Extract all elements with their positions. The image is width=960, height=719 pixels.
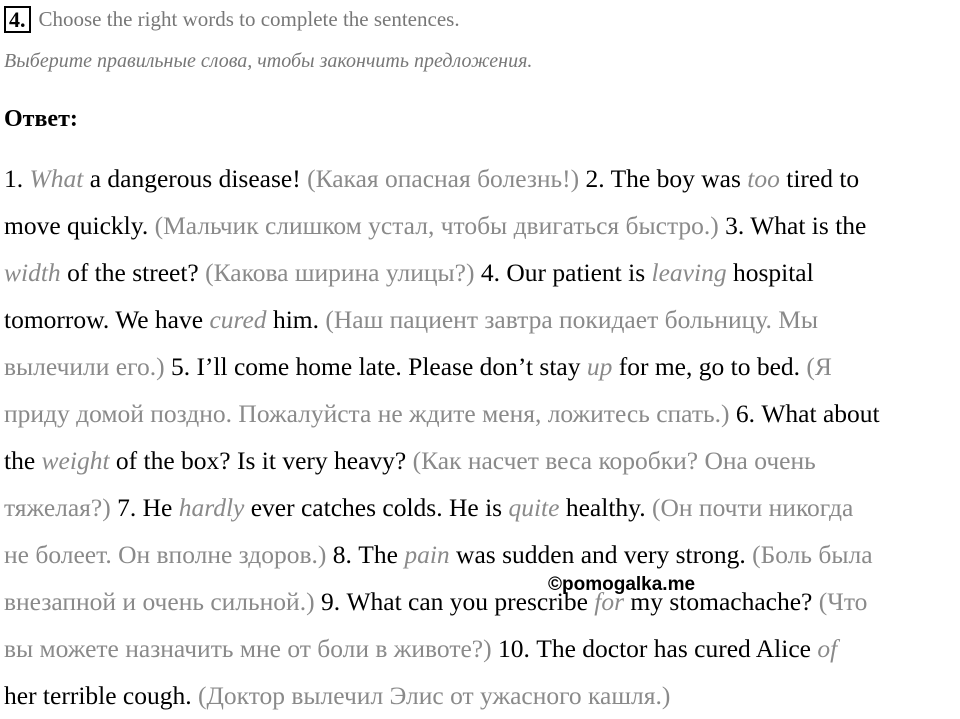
task-instruction-ru: Выберите правильные слова, чтобы закончить предложения. xyxy=(4,50,533,72)
answer-word: leaving xyxy=(651,258,727,287)
translation-text: приду домой поздно. Пожалуйста не ждите меня, ложитесь спать.) xyxy=(4,399,730,428)
answer-line xyxy=(4,296,960,343)
sentence-text: the xyxy=(4,446,42,475)
watermark: ©pomogalka.me xyxy=(548,574,696,595)
sentence-text: tomorrow. We have xyxy=(4,305,210,334)
sentence-text: hospital xyxy=(726,258,814,287)
answer-line xyxy=(4,343,960,390)
answer-line xyxy=(4,437,960,484)
sentence-text: a dangerous disease! xyxy=(83,164,308,193)
answer-line xyxy=(4,202,960,249)
sentence-text: 10. The doctor has cured Alice xyxy=(491,634,818,663)
translation-text: не болеет. Он вполне здоров.) xyxy=(4,540,327,569)
answer-label: Ответ: xyxy=(4,106,78,132)
exercise-header xyxy=(4,4,460,34)
answer-word: hardly xyxy=(178,493,245,522)
translation-text: (Как насчет веса коробки? Она очень xyxy=(412,446,816,475)
answer-word: up xyxy=(586,352,613,381)
sentence-text: was sudden and very strong. xyxy=(449,540,753,569)
sentence-text: move quickly. xyxy=(4,211,155,240)
sentence-text: 7. He xyxy=(110,493,179,522)
translation-text: (Боль была xyxy=(752,540,873,569)
answer-line xyxy=(4,531,960,578)
answer-line xyxy=(4,625,960,672)
sentence-text: 6. What about xyxy=(729,399,880,428)
translation-text: (Он почти никогда xyxy=(652,493,854,522)
sentence-text: 3. What is the xyxy=(718,211,867,240)
answer-line xyxy=(4,390,960,437)
translation-text: (Что xyxy=(818,587,868,616)
translation-text: вылечили его.) xyxy=(4,352,165,381)
answer-line xyxy=(4,672,960,719)
sentence-text: 5. I’ll come home late. Please don’t stay xyxy=(164,352,587,381)
sentence-text: of the street? xyxy=(60,258,206,287)
answer-line xyxy=(4,484,960,531)
sentence-text: 2. The boy was xyxy=(579,164,748,193)
exercise-number: 4. xyxy=(4,6,31,33)
answer-word: weight xyxy=(41,446,110,475)
sentence-text: my stomachache? xyxy=(624,587,819,616)
answer-line xyxy=(4,249,960,296)
sentence-text: healthy. xyxy=(559,493,652,522)
translation-text: тяжелая?) xyxy=(4,493,111,522)
sentence-text: 1. xyxy=(4,164,30,193)
answer-text xyxy=(4,155,960,719)
sentence-text: for me, go to bed. xyxy=(612,352,807,381)
answer-word: quite xyxy=(508,493,560,522)
translation-text: (Мальчик слишком устал, чтобы двигаться быстро.) xyxy=(154,211,719,240)
translation-text: внезапной и очень сильной.) xyxy=(4,587,315,616)
answer-word: too xyxy=(747,164,780,193)
answer-line xyxy=(4,578,960,625)
sentence-text: 8. The xyxy=(326,540,405,569)
answer-word: cured xyxy=(209,305,267,334)
sentence-text: her terrible cough. xyxy=(4,681,199,710)
translation-text: (Какова ширина улицы?) xyxy=(205,258,475,287)
sentence-text: of the box? Is it very heavy? xyxy=(109,446,413,475)
sentence-text: ever catches colds. He is xyxy=(244,493,509,522)
translation-text: (Какая опасная болезнь!) xyxy=(307,164,580,193)
answer-word: for xyxy=(594,587,625,616)
answer-word: width xyxy=(4,258,61,287)
translation-text: вы можете назначить мне от боли в животе?) xyxy=(4,634,492,663)
answer-line xyxy=(4,155,960,202)
answer-word: of xyxy=(817,634,838,663)
translation-text: (Доктор вылечил Элис от ужасного кашля.) xyxy=(198,681,671,710)
answer-word: pain xyxy=(404,540,450,569)
answer-word: What xyxy=(29,164,84,193)
translation-text: (Я xyxy=(806,352,832,381)
sentence-text: tired to xyxy=(779,164,860,193)
task-instruction-en: Choose the right words to complete the sentences. xyxy=(38,6,460,31)
sentence-text: 4. Our patient is xyxy=(474,258,652,287)
sentence-text: him. xyxy=(266,305,326,334)
sentence-text: 9. What can you prescribe xyxy=(314,587,595,616)
translation-text: (Наш пациент завтра покидает больницу. Мы xyxy=(325,305,819,334)
